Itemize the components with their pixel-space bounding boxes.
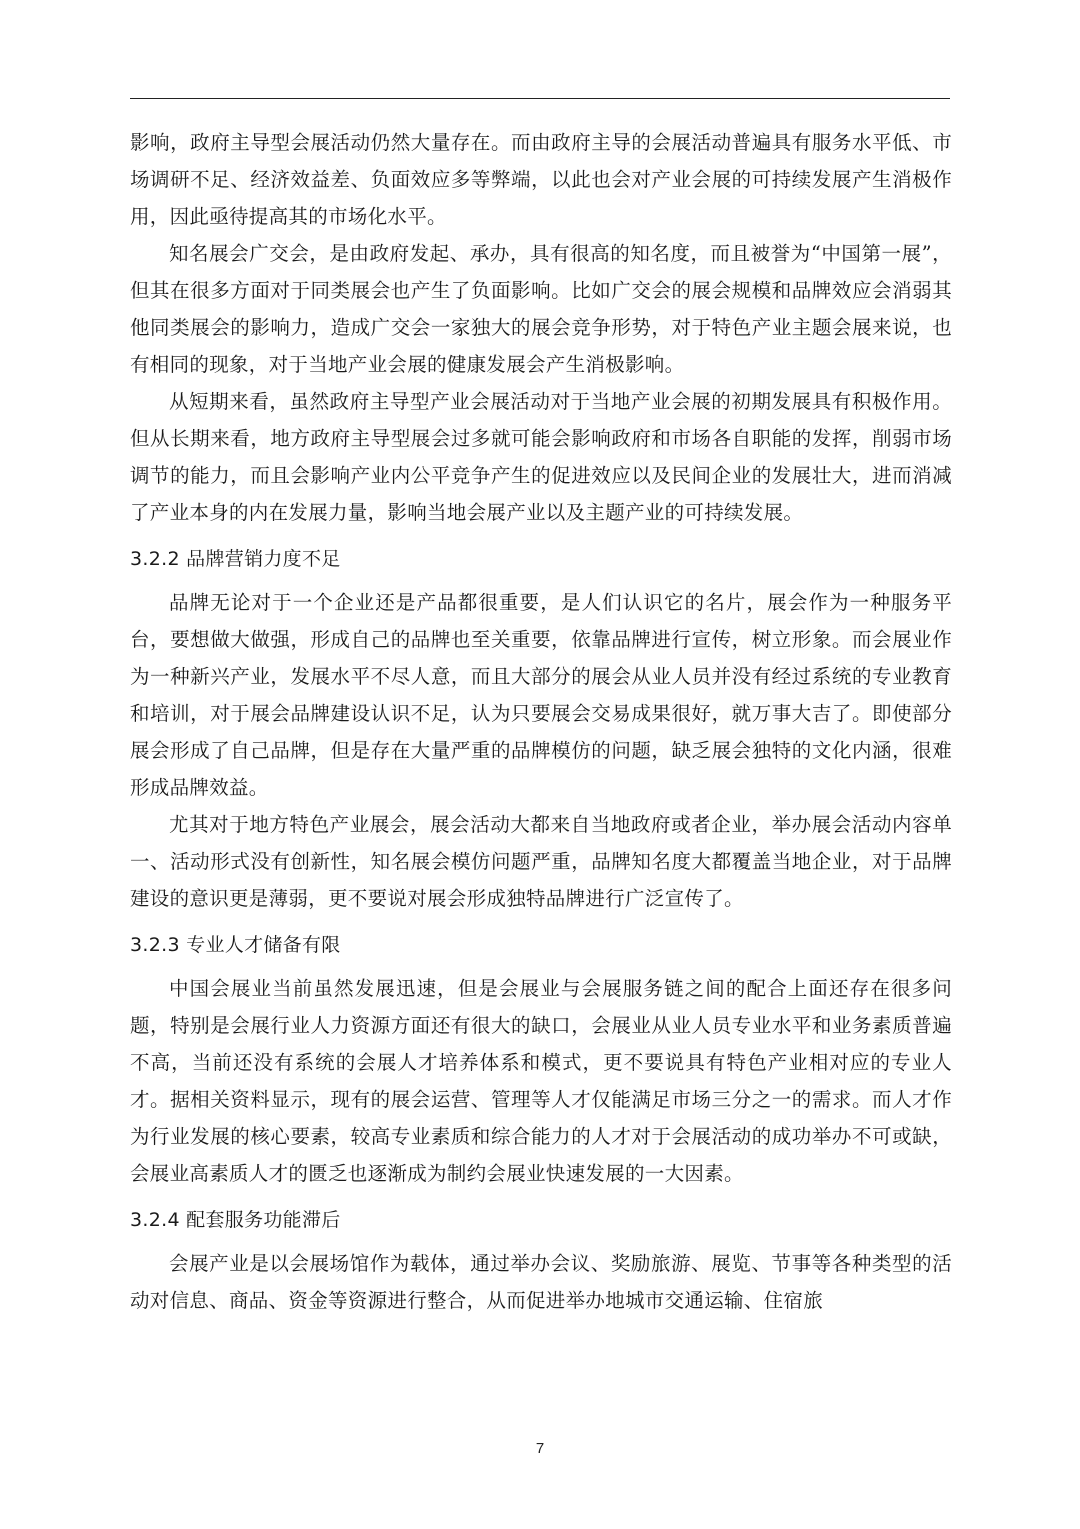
- paragraph-4: 品牌无论对于一个企业还是产品都很重要，是人们认识它的名片，展会作为一种服务平台，要想做大做强，形成自己的品牌也至关重要，依靠品牌进行宣传，树立形象。而会展业作为一种新兴产业，发展水平不尽人意，而且大部分的展会从业人员并没有经过系统的专业教育和培训，对于展会品牌建设认识不足，认为只要展会交易成果很好，就万事大吉了。即使部分展会形成了自己品牌，但是存在大量严重的品牌模仿的问题，缺乏展会独特的文化内涵，很难形成品牌效益。: [130, 591, 952, 799]
- page-number: 7: [535, 1440, 545, 1457]
- section-heading-3-2-3: 3.2.3 专业人才储备有限: [130, 934, 341, 956]
- section-heading-3-2-2: 3.2.2 品牌营销力度不足: [130, 548, 341, 570]
- paragraph-3: 从短期来看，虽然政府主导型产业会展活动对于当地产业会展的初期发展具有积极作用。但从长期来看，地方政府主导型展会过多就可能会影响政府和市场各自职能的发挥，削弱市场调节的能力，而且会影响产业内公平竞争产生的促进效应以及民间企业的发展壮大，进而消减了产业本身的内在发展力量，影响当地会展产业以及主题产业的可持续发展。: [130, 390, 952, 524]
- paragraph-7: 会展产业是以会展场馆作为载体，通过举办会议、奖励旅游、展览、节事等各种类型的活动对信息、商品、资金等资源进行整合，从而促进举办地城市交通运输、住宿旅: [130, 1252, 952, 1312]
- paragraph-1: 影响，政府主导型会展活动仍然大量存在。而由政府主导的会展活动普遍具有服务水平低、市场调研不足、经济效益差、负面效应多等弊端，以此也会对产业会展的可持续发展产生消极作用，因此亟待提高其的市场化水平。: [130, 131, 952, 228]
- document-body: [130, 124, 952, 1319]
- paragraph-5: 尤其对于地方特色产业展会，展会活动大都来自当地政府或者企业，举办展会活动内容单一、活动形式没有创新性，知名展会模仿问题严重，品牌知名度大都覆盖当地企业，对于品牌建设的意识更是薄弱，更不要说对展会形成独特品牌进行广泛宣传了。: [130, 813, 952, 910]
- header-rule: [130, 98, 950, 99]
- paragraph-2: 知名展会广交会，是由政府发起、承办，具有很高的知名度，而且被誉为“中国第一展”，但其在很多方面对于同类展会也产生了负面影响。比如广交会的展会规模和品牌效应会消弱其他同类展会的影响力，造成广交会一家独大的展会竞争形势，对于特色产业主题会展来说，也有相同的现象，对于当地产业会展的健康发展会产生消极影响。: [130, 242, 952, 376]
- section-heading-3-2-4: 3.2.4 配套服务功能滞后: [130, 1209, 341, 1231]
- paragraph-6: 中国会展业当前虽然发展迅速，但是会展业与会展服务链之间的配合上面还存在很多问题，特别是会展行业人力资源方面还有很大的缺口，会展业从业人员专业水平和业务素质普遍不高，当前还没有系统的会展人才培养体系和模式，更不要说具有特色产业相对应的专业人才。据相关资料显示，现有的展会运营、管理等人才仅能满足市场三分之一的需求。而人才作为行业发展的核心要素，较高专业素质和综合能力的人才对于会展活动的成功举办不可或缺，会展业高素质人才的匮乏也逐渐成为制约会展业快速发展的一大因素。: [130, 977, 952, 1185]
